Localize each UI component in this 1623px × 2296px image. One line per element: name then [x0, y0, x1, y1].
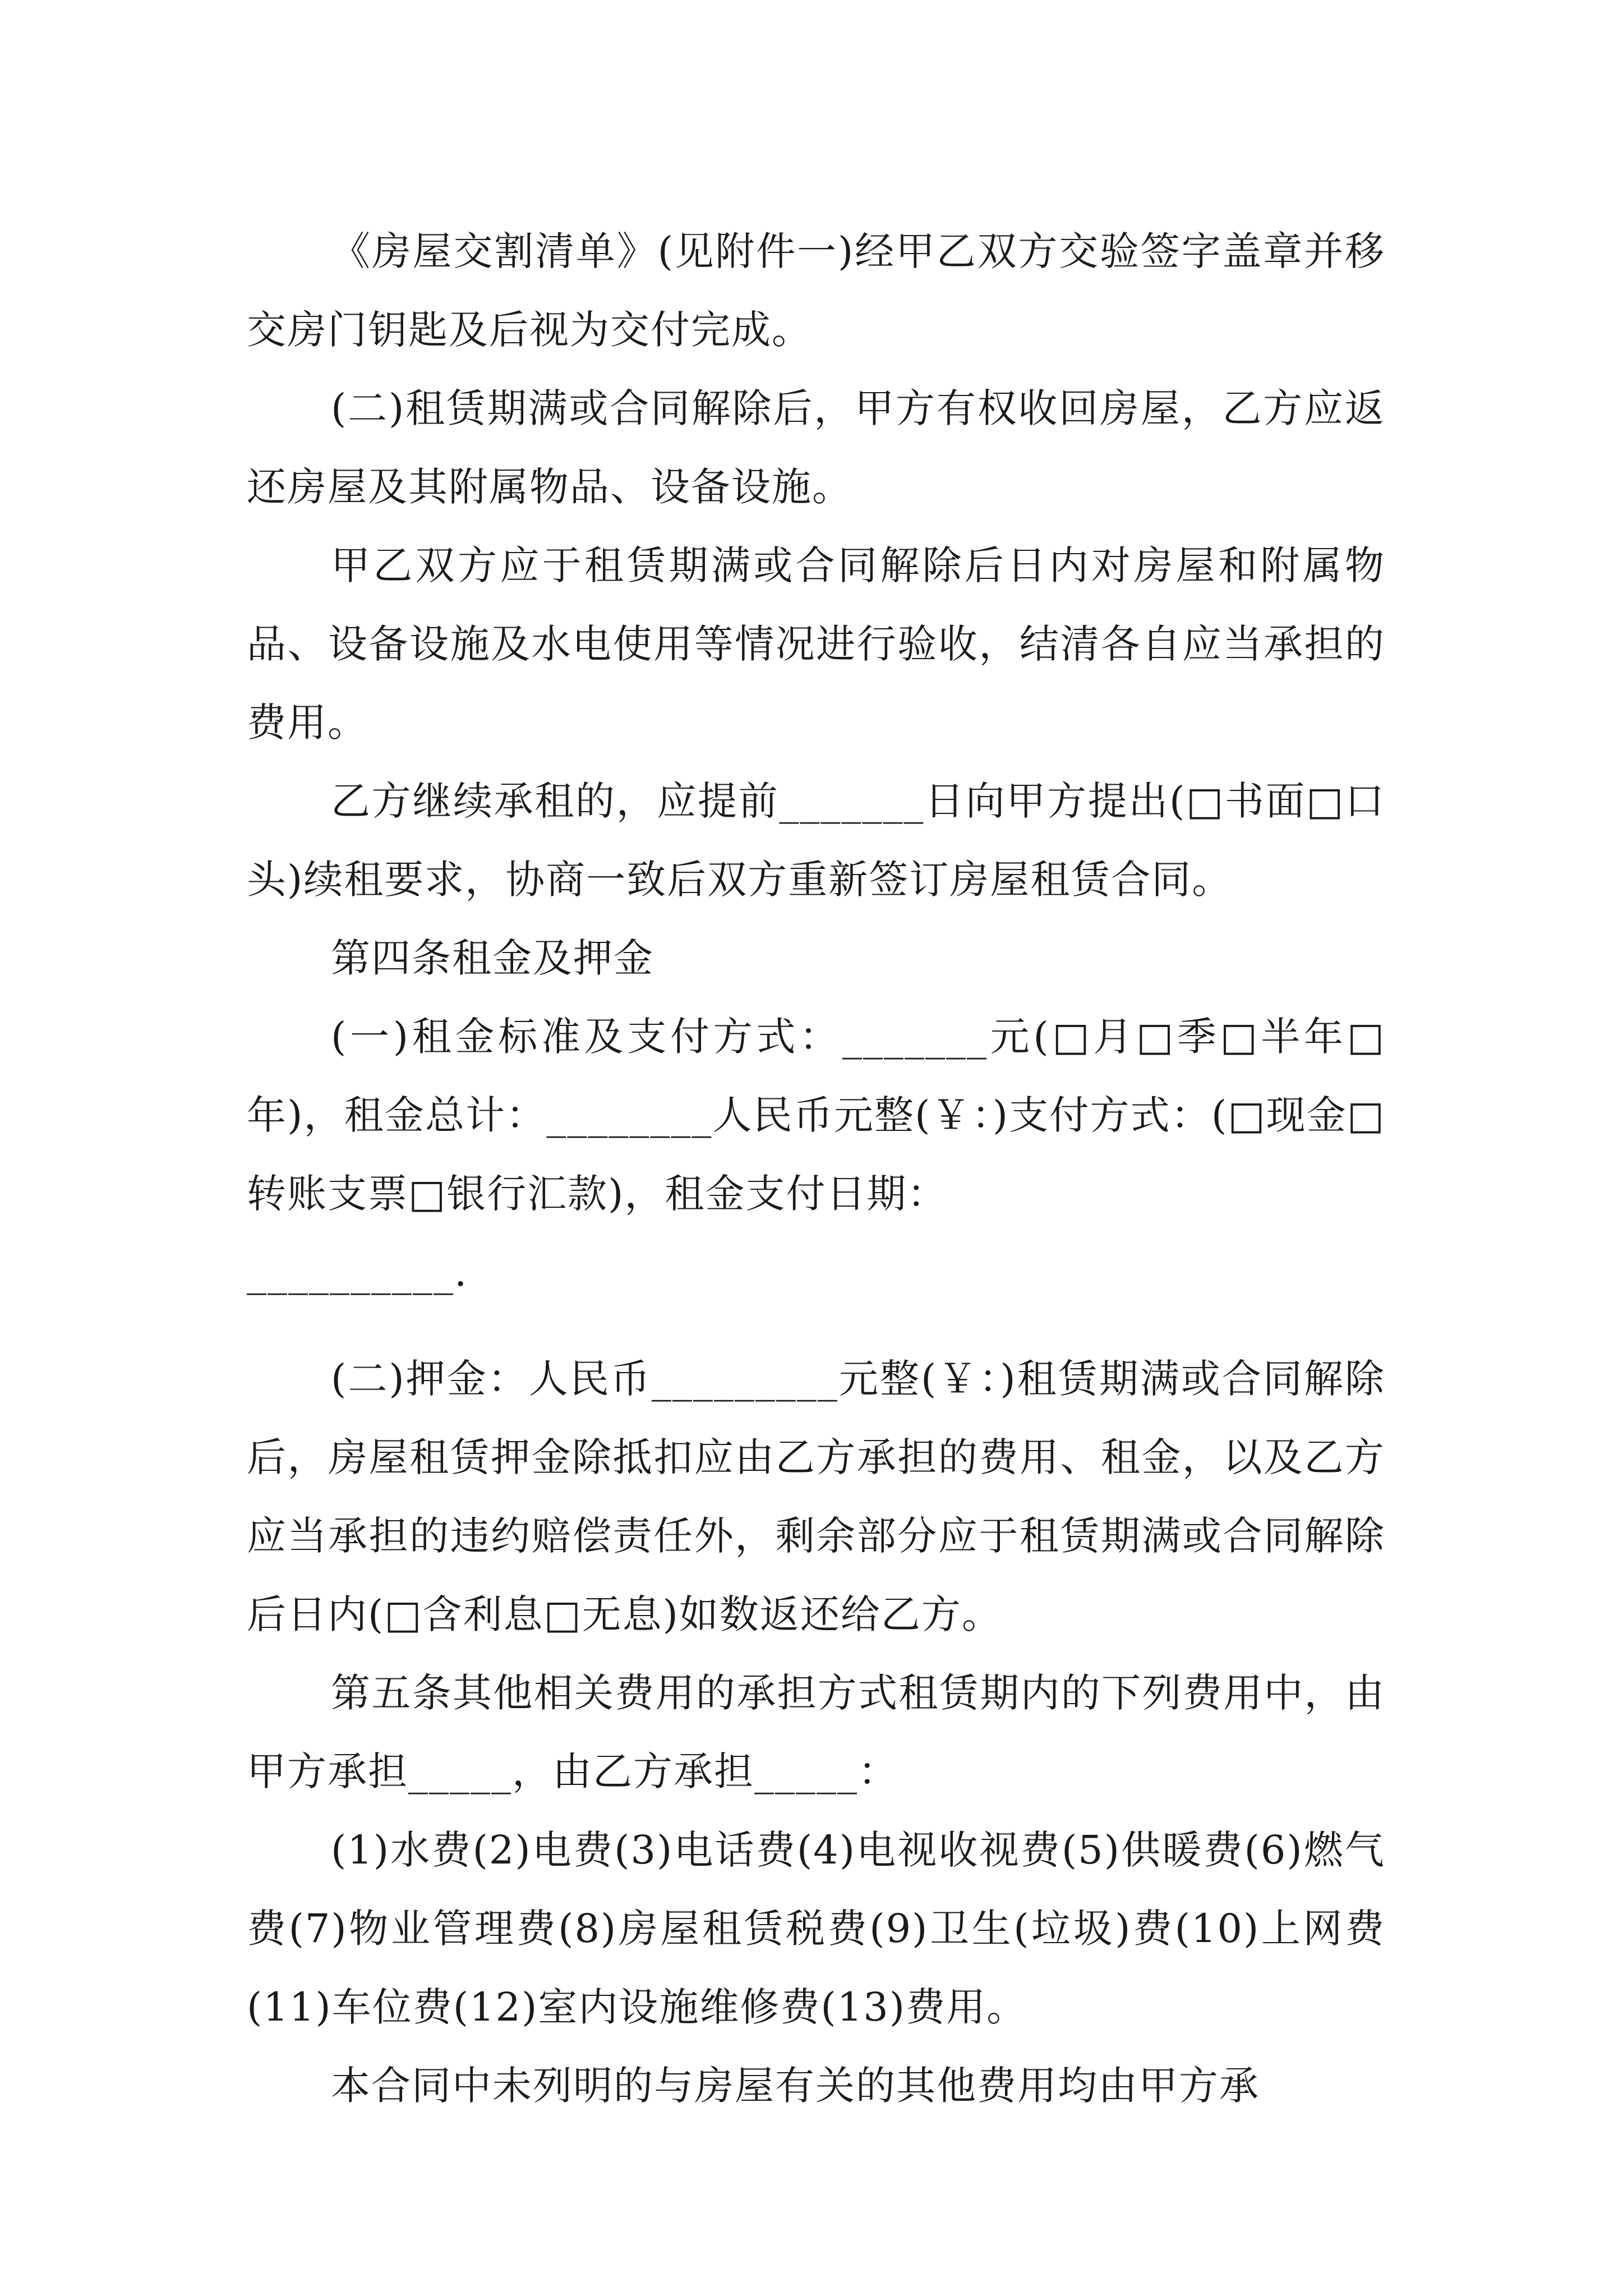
spacer [247, 1312, 1385, 1340]
paragraph-renewal: 乙方继续承租的，应提前_______日向甲方提出(□书面□口头)续租要求，协商一致后双方重新签订房屋租赁合同。 [247, 778, 1385, 903]
paragraph-deposit: (二)押金：人民币_________元整(￥：)租赁期满或合同解除后，房屋租赁押金除抵扣应由乙方承担的费用、租金，以及乙方应当承担的违约赔偿责任外，剩余部分应于租赁期满或合同解除后日内(□含利息□无息)如数返还给乙方。 [247, 1356, 1385, 1637]
paragraph-return-house: (二)租赁期满或合同解除后，甲方有权收回房屋，乙方应返还房屋及其附属物品、设备设施。 [247, 385, 1385, 510]
paragraph-inspection: 甲乙双方应于租赁期满或合同解除后日内对房屋和附属物品、设备设施及水电使用等情况进行验收，结清各自应当承担的费用。 [247, 542, 1385, 746]
article-4-heading: 第四条租金及押金 [331, 935, 654, 981]
document-body [247, 212, 1385, 2125]
paragraph-payment-date-blank: __________. [247, 1249, 468, 1295]
article-5-heading: 第五条其他相关费用的承担方式租赁期内的下列费用中，由甲方承担_____，由乙方承担_____： [247, 1670, 1385, 1795]
paragraph-handover-list: 《房屋交割清单》(见附件一)经甲乙双方交验签字盖章并移交房门钥匙及后视为交付完成。 [247, 228, 1385, 353]
paragraph-rent-payment: (一)租金标准及支付方式：_______元(□月□季□半年□年)，租金总计：________人民币元整(￥：)支付方式：(□现金□转账支票□银行汇款)，租金支付日期： [247, 1014, 1385, 1217]
paragraph-other-fees: 本合同中未列明的与房屋有关的其他费用均由甲方承 [331, 2063, 1260, 2109]
paragraph-fee-list: (1)水费(2)电费(3)电话费(4)电视收视费(5)供暖费(6)燃气费(7)物业管理费(8)房屋租赁税费(9)卫生(垃圾)费(10)上网费(11)车位费(12)室内设施维修费(13)费用。 [247, 1827, 1385, 2030]
